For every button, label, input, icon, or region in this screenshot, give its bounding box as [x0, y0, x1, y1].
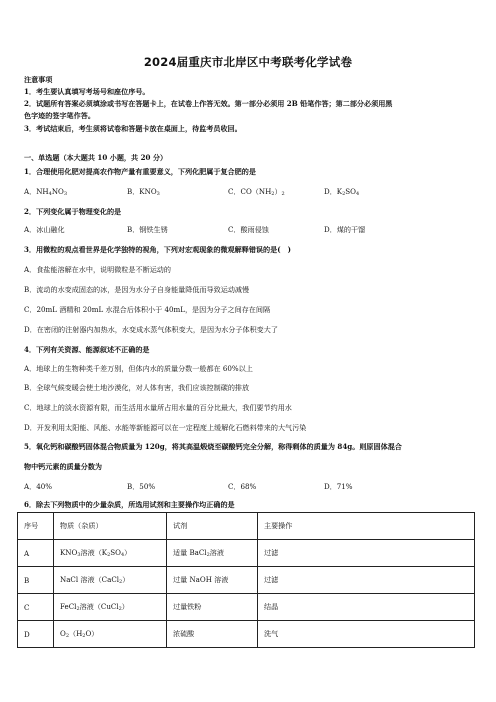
question-6-stem: 6．除去下列物质中的少量杂质，所选用试剂和主要操作均正确的是	[24, 500, 235, 509]
row-reagent: 过量铁粉	[167, 594, 258, 621]
header-cell: 物质（杂质）	[54, 513, 167, 540]
q6-table	[17, 512, 475, 648]
q4-option-d: D．开发利用太阳能、风能、水能等新能源可以在一定程度上缓解化石燃料带来的大气污染	[24, 423, 307, 432]
q4-option-c: C．地球上的淡水资源有限，而生活用水量所占用水量的百分比最大，我们要节约用水	[24, 403, 292, 412]
q1-option-d: D．$K_2SO_4$	[324, 187, 360, 197]
q5-option-a: A．40%	[24, 482, 52, 491]
q1-option-a: A．$NH_4NO_3$	[24, 187, 68, 197]
row-operation: 结晶	[258, 594, 475, 621]
question-3-stem: 3．用微粒的观点看世界是化学独特的视角，下列对宏观现象的微观解释错误的是( )	[24, 245, 292, 254]
row-id: D	[18, 621, 54, 648]
note-line-1: 1．考生要认真填写考场号和座位序号。	[24, 87, 150, 96]
notes-heading: 注意事项	[24, 75, 53, 84]
row-operation: 过滤	[258, 567, 475, 594]
header-cell: 主要操作	[258, 513, 475, 540]
row-operation: 过滤	[258, 540, 475, 567]
row-substance: $O_2(H_2O)$	[54, 621, 167, 648]
table-row	[18, 594, 475, 621]
question-1-stem: 1．合理使用化肥对提高农作物产量有重要意义，下列化肥属于复合肥的是	[24, 167, 256, 176]
table-row	[18, 540, 475, 567]
q4-option-b: B．全球气候变暖会使土地沙漠化，对人体有害，我们应该控制碳的排放	[24, 383, 250, 392]
q4-option-a: A．地球上的生物种类千差万别，但体内水的质量分数一般都在 60%以上	[24, 364, 253, 373]
page-title: 2024届重庆市北岸区中考联考化学试卷	[143, 55, 353, 69]
q1-option-c: C．$CO(NH_2)_2$	[228, 187, 285, 197]
row-id: A	[18, 540, 54, 567]
q3-option-a: A．食盐能溶解在水中，说明微粒是不断运动的	[24, 265, 171, 274]
row-reagent: 适量 BaCl$_2$溶液	[167, 540, 258, 567]
q3-option-c: C．20mL 酒精和 20mL 水混合后体积小于 40mL，是因为分子之间存在间隔	[24, 305, 271, 314]
q3-option-d: D．在密闭的注射器内加热水，水变成水蒸气体积变大，是因为水分子体积变大了	[24, 325, 278, 334]
header-cell: 试剂	[167, 513, 258, 540]
row-id: B	[18, 567, 54, 594]
table-header-row	[18, 513, 475, 540]
row-substance: $KNO_3$溶液$(K_2SO_4)$	[54, 540, 167, 567]
q2-option-a: A．冰山融化	[24, 225, 65, 234]
q2-option-b: B．钢铁生锈	[127, 225, 168, 234]
q5-option-b: B．50%	[127, 482, 156, 491]
question-5-stem: 5．氧化钙和碳酸钙固体混合物质量为 120g，将其高温煅烧至碳酸钙完全分解，称得剩体的质量为 84g。则原固体混合	[24, 442, 402, 451]
q5-option-c: C．68%	[228, 482, 257, 491]
row-id: C	[18, 594, 54, 621]
question-5-stem-cont: 物中钙元素的质量分数为	[24, 462, 103, 471]
table-row	[18, 621, 475, 648]
q2-option-d: D．煤的干馏	[324, 225, 366, 234]
note-line-3: 色字迹的签字笔作答。	[24, 111, 95, 120]
q1-option-b: B．$KNO_3$	[127, 187, 160, 197]
note-line-4: 3．考试结束后，考生须将试卷和答题卡放在桌面上，待监考员收回。	[24, 124, 242, 133]
row-reagent: 浓硫酸	[167, 621, 258, 648]
question-4-stem: 4．下列有关资源、能源叙述不正确的是	[24, 345, 150, 354]
row-substance: NaCl 溶液（CaCl$_2$）	[54, 567, 167, 594]
q3-option-b: B．流动的水变成固态的冰，是因为水分子自身能量降低而导致运动减慢	[24, 285, 250, 294]
q5-option-d: D．71%	[324, 482, 353, 491]
header-cell: 序号	[18, 513, 54, 540]
row-reagent: 过量 NaOH 溶液	[167, 567, 258, 594]
section-heading: 一、单选题（本大题共 10 小题，共 20 分）	[24, 153, 168, 162]
row-operation: 洗气	[258, 621, 475, 648]
q2-option-c: C．酸雨侵蚀	[228, 225, 269, 234]
row-substance: FeCl$_2$溶液（CuCl$_2$）	[54, 594, 167, 621]
question-2-stem: 2．下列变化属于物理变化的是	[24, 207, 122, 216]
note-line-2: 2．试题所有答案必须填涂或书写在答题卡上，在试卷上作答无效。第一部分必须用 2B 铅笔作答；第二部分必须用黑	[24, 99, 393, 108]
table-row	[18, 567, 475, 594]
